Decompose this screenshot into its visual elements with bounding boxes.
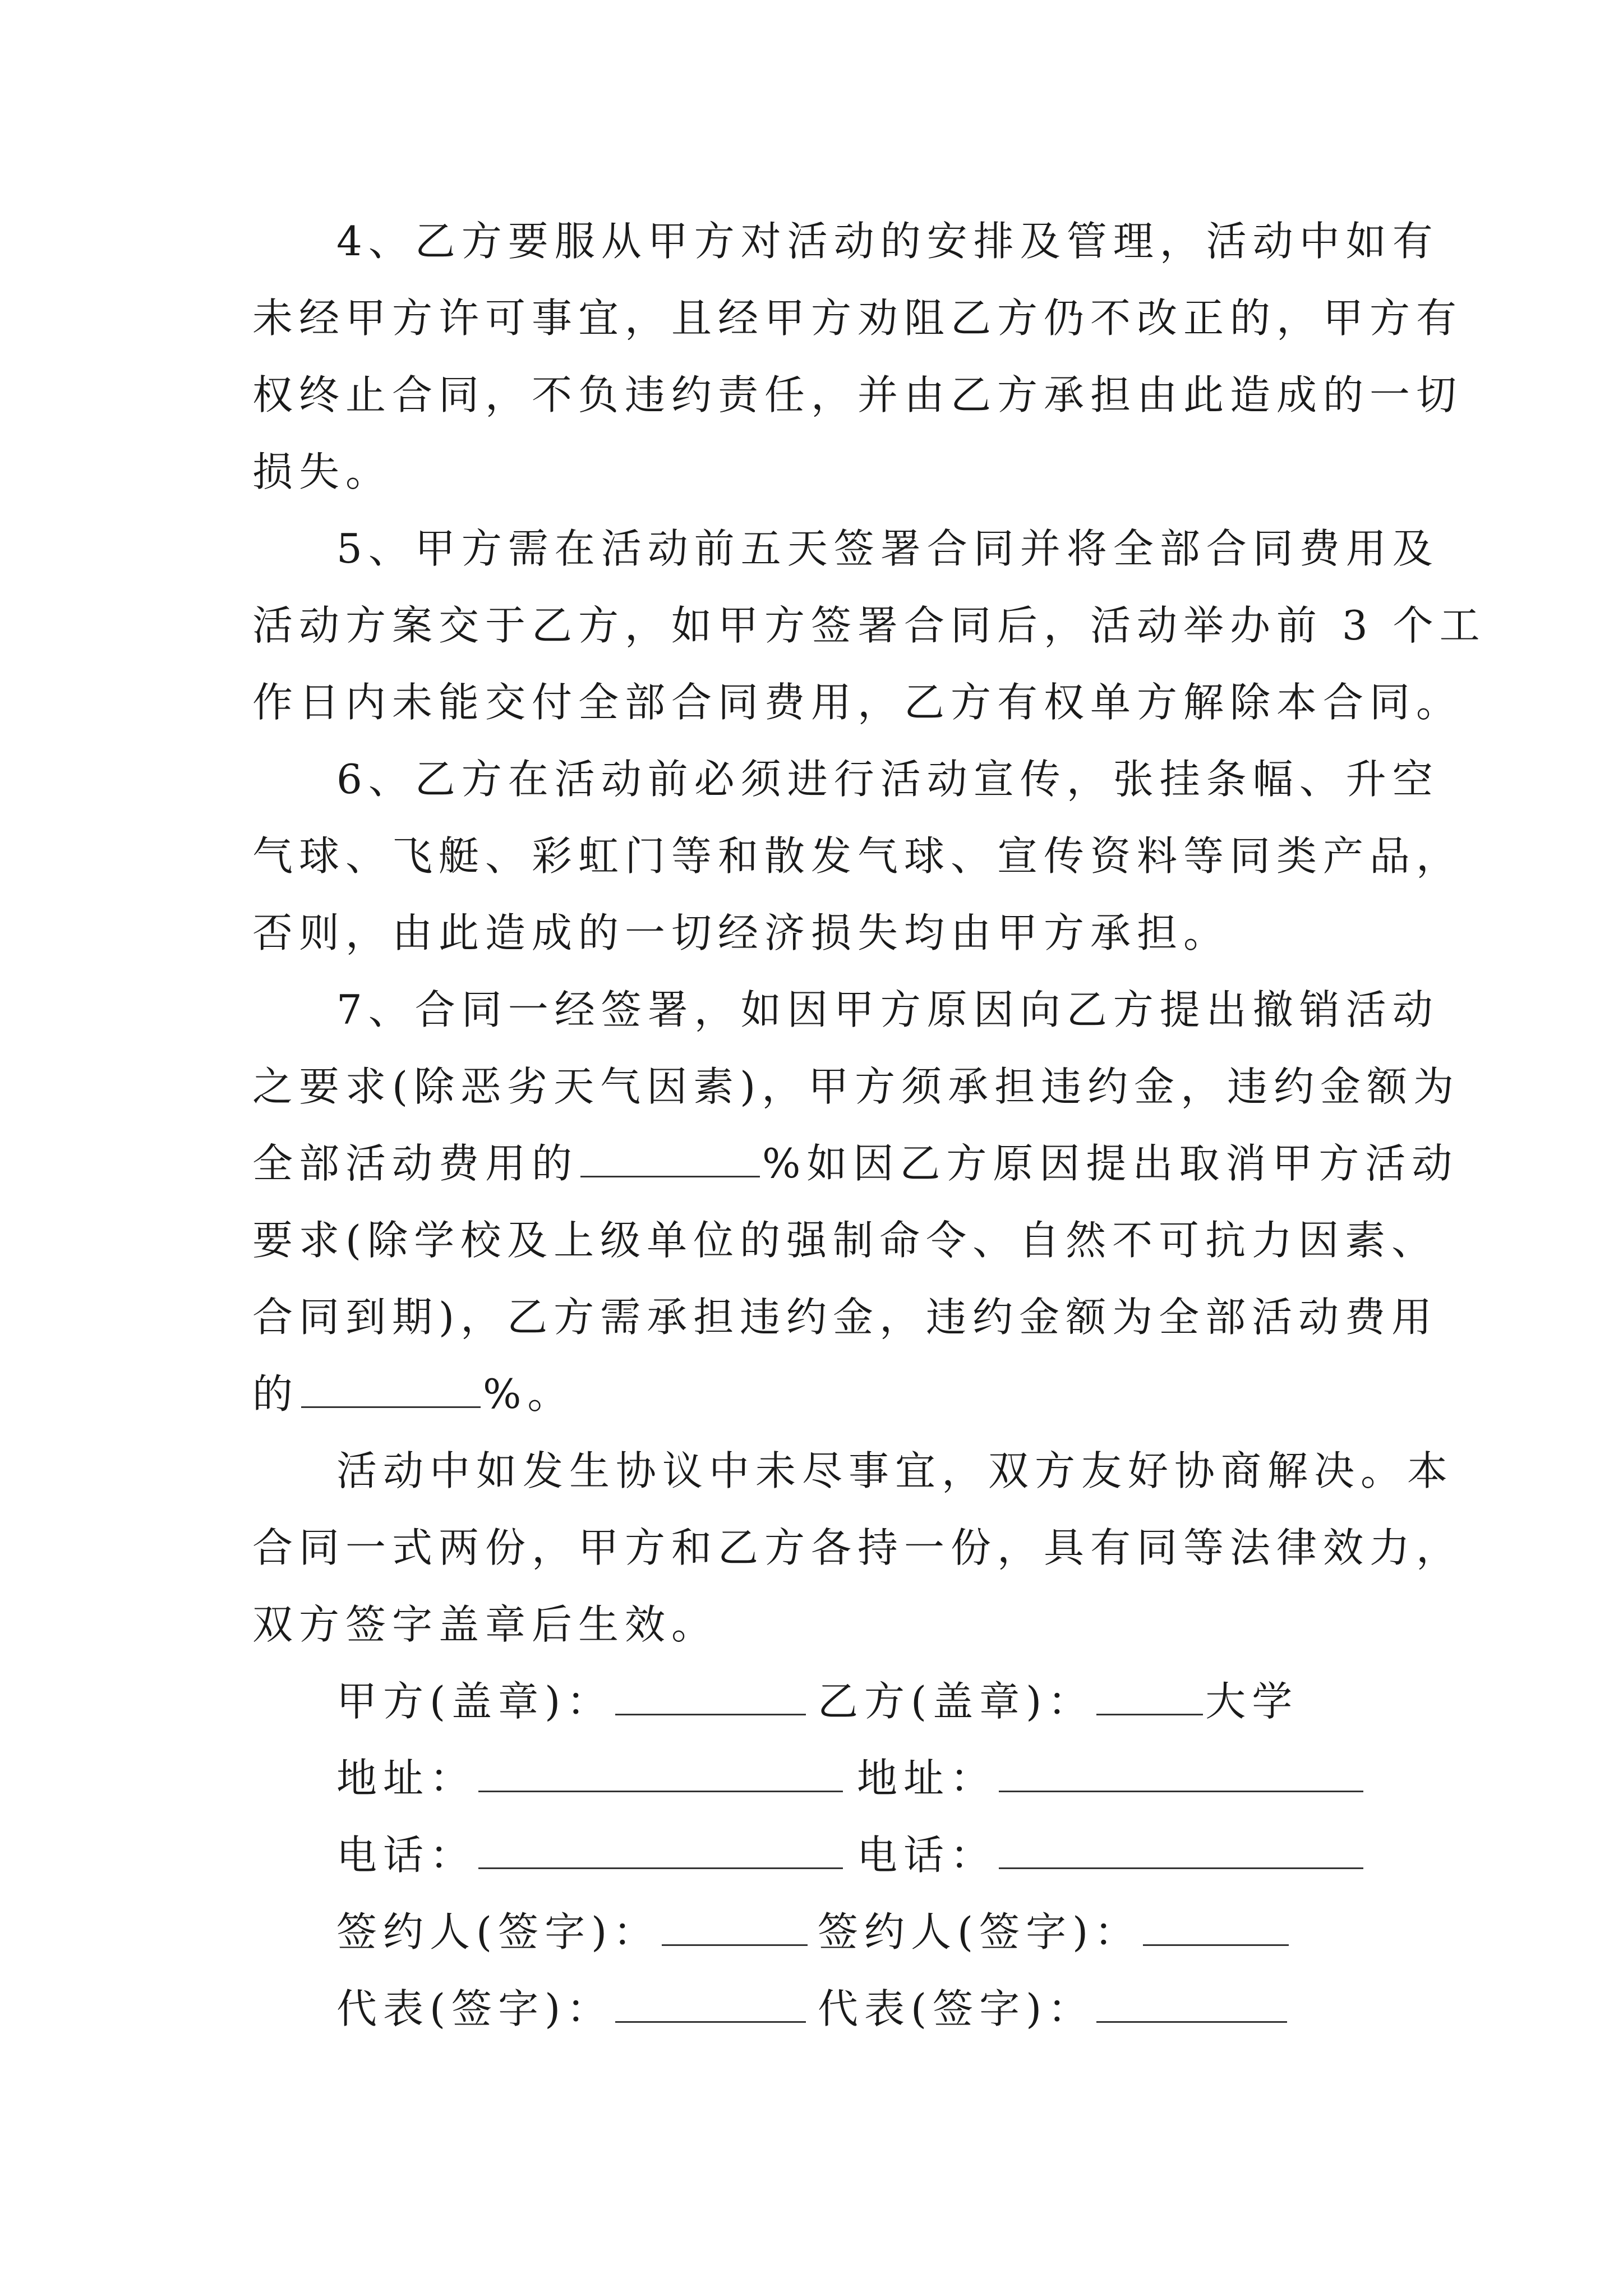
- percentage-blank-party-a[interactable]: [580, 1141, 760, 1177]
- party-b-signer-field[interactable]: [1143, 1910, 1289, 1946]
- closing-line-2: 合同一式两份，甲方和乙方各持一份，具有同等法律效力，: [252, 1524, 1463, 1571]
- party-b-representative-field[interactable]: [1096, 1986, 1287, 2023]
- party-b-university-label: 大学: [1205, 1678, 1299, 1725]
- party-b-address-label: 地址：: [857, 1755, 997, 1802]
- party-b-address-row: [857, 1753, 1366, 1803]
- clause-4-line-4: 损失。: [252, 448, 393, 495]
- clause-7-line-6-suffix: %。: [483, 1370, 574, 1418]
- party-b-address-field[interactable]: [999, 1756, 1363, 1792]
- clause-7-line-6-prefix: 的: [252, 1370, 299, 1418]
- clause-7-line-4: 要求(除学校及上级单位的强制命令、自然不可抗力因素、: [252, 1217, 1438, 1264]
- clause-5-line-1: 5、甲方需在活动前五天签署合同并将全部合同费用及: [336, 525, 1439, 572]
- closing-line-1: 活动中如发生协议中未尽事宜，双方友好协商解决。本: [336, 1447, 1454, 1494]
- party-a-phone-field[interactable]: [478, 1833, 843, 1869]
- party-b-phone-field[interactable]: [999, 1833, 1363, 1869]
- party-a-representative-label: 代表(签字)：: [336, 1985, 614, 2032]
- party-a-phone-row: [336, 1830, 845, 1880]
- clause-5-line-2: 活动方案交于乙方，如甲方签署合同后，活动举办前 3 个工: [252, 602, 1486, 649]
- party-b-phone-label: 电话：: [857, 1832, 997, 1879]
- party-a-signer-row: [336, 1907, 810, 1957]
- clause-6-line-2: 气球、飞艇、彩虹门等和散发气球、宣传资料等同类产品，: [252, 832, 1463, 880]
- clause-7-line-6: [252, 1369, 574, 1419]
- party-a-address-field[interactable]: [478, 1756, 843, 1792]
- party-b-representative-row: [818, 1984, 1289, 2034]
- clause-7-line-3: [252, 1138, 1458, 1189]
- clause-4-line-3: 权终止合同，不负违约责任，并由乙方承担由此造成的一切: [252, 371, 1463, 418]
- clause-6-line-1: 6、乙方在活动前必须进行活动宣传，张挂条幅、升空: [336, 756, 1439, 803]
- clause-7-line-2: 之要求(除恶劣天气因素)，甲方须承担违约金，违约金额为: [252, 1063, 1460, 1110]
- clause-4-line-2: 未经甲方许可事宜，且经甲方劝阻乙方仍不改正的，甲方有: [252, 295, 1463, 342]
- party-a-seal-row: [336, 1676, 808, 1727]
- party-b-phone-row: [857, 1830, 1366, 1880]
- clause-4-line-1: 4、乙方要服从甲方对活动的安排及管理，活动中如有: [336, 218, 1439, 265]
- clause-7-line-3-suffix: %如因乙方原因提出取消甲方活动: [762, 1140, 1459, 1187]
- clause-5-line-3: 作日内未能交付全部合同费用，乙方有权单方解除本合同。: [252, 679, 1463, 726]
- party-b-signer-label: 签约人(签字)：: [818, 1908, 1141, 1955]
- party-a-address-row: [336, 1753, 845, 1803]
- party-a-signer-label: 签约人(签字)：: [336, 1908, 660, 1955]
- party-a-representative-row: [336, 1984, 808, 2034]
- clause-7-line-3-prefix: 全部活动费用的: [252, 1140, 579, 1187]
- party-a-phone-label: 电话：: [336, 1832, 477, 1879]
- party-a-seal-field[interactable]: [615, 1679, 806, 1715]
- percentage-blank-party-b[interactable]: [301, 1372, 481, 1408]
- party-b-representative-label: 代表(签字)：: [818, 1985, 1095, 2032]
- clause-7-line-1: 7、合同一经签署，如因甲方原因向乙方提出撤销活动: [336, 986, 1439, 1033]
- clause-6-line-3: 否则，由此造成的一切经济损失均由甲方承担。: [252, 909, 1230, 956]
- closing-line-3: 双方签字盖章后生效。: [252, 1601, 718, 1648]
- party-b-seal-field[interactable]: [1096, 1679, 1203, 1715]
- party-b-signer-row: [818, 1907, 1291, 1957]
- party-a-signer-field[interactable]: [662, 1910, 808, 1946]
- party-a-seal-label: 甲方(盖章)：: [336, 1678, 614, 1725]
- party-a-representative-field[interactable]: [615, 1986, 806, 2023]
- clause-7-line-5: 合同到期)，乙方需承担违约金，违约金额为全部活动费用: [252, 1294, 1438, 1341]
- party-b-seal-row: [818, 1676, 1298, 1727]
- party-a-address-label: 地址：: [336, 1755, 477, 1802]
- party-b-seal-label: 乙方(盖章)：: [818, 1678, 1095, 1725]
